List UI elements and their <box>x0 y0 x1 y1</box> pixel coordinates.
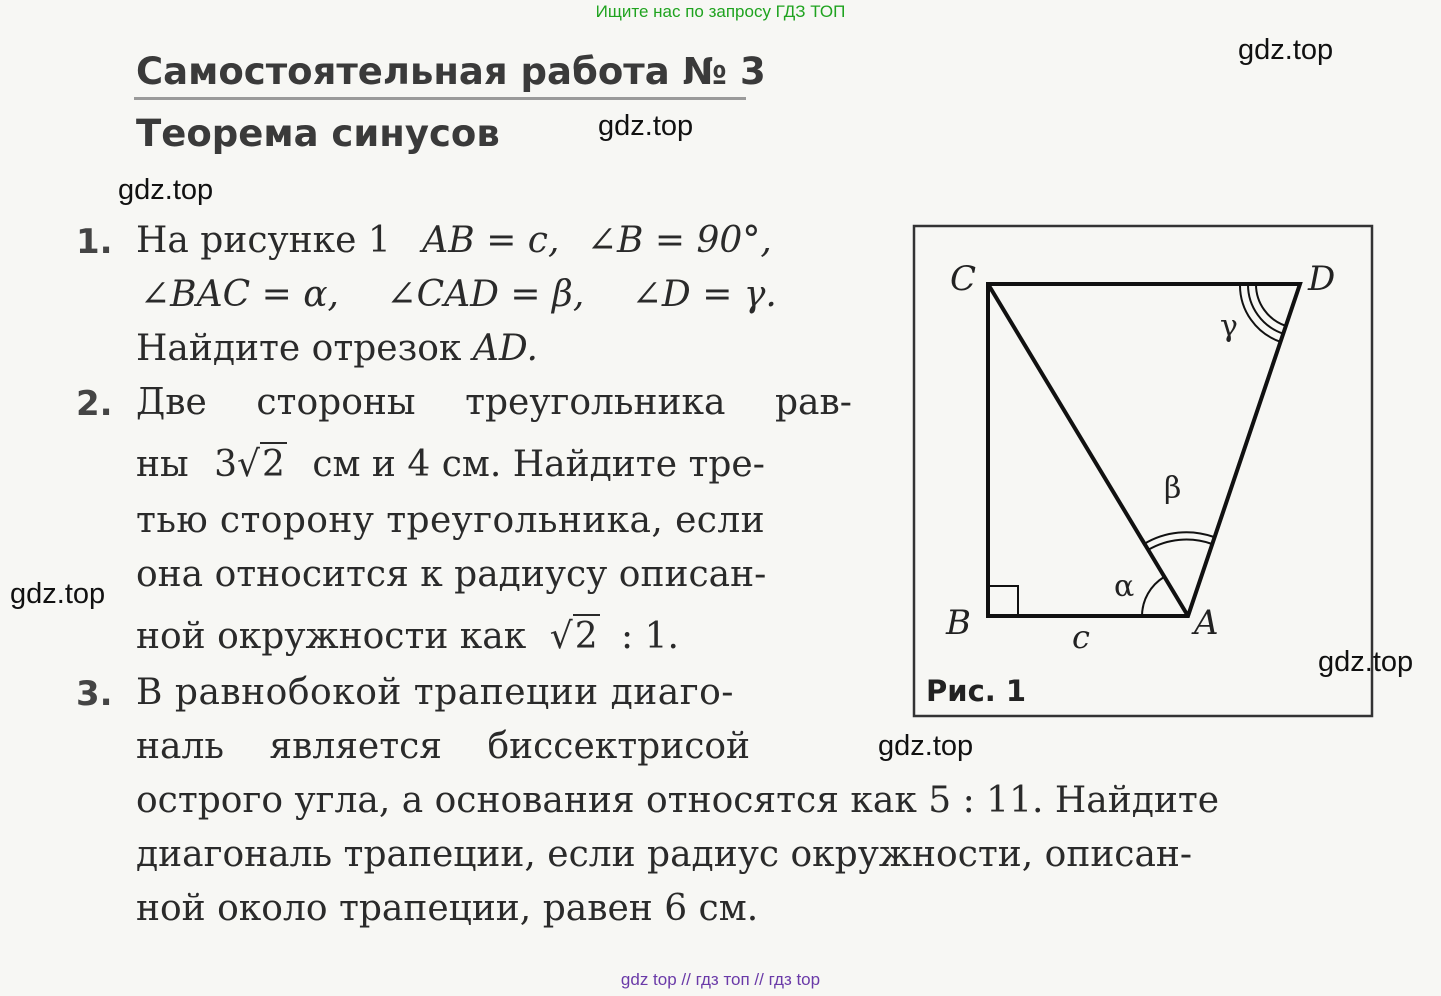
problem-2-line-5 <box>136 616 679 657</box>
sqrt-symbol: √2 <box>237 444 285 485</box>
problem-3-line-2 <box>136 726 750 767</box>
watermark: gdz.top <box>1318 646 1414 678</box>
text: : 1. <box>621 616 679 657</box>
page-subtitle: Теорема синусов <box>136 112 500 155</box>
label-a-vertex: A <box>1194 603 1219 643</box>
watermark: gdz.top <box>10 578 106 610</box>
word: треугольника <box>465 382 726 423</box>
math: AB = c, <box>422 220 560 261</box>
problem-2-line-1 <box>136 382 852 423</box>
problem-3-line-3 <box>136 780 1371 821</box>
figure-frame <box>914 226 1372 716</box>
label-side-c: c <box>1072 618 1090 656</box>
label-b-vertex: B <box>946 603 971 643</box>
text: Найдите отрезок <box>136 328 462 369</box>
math: AD. <box>472 328 538 369</box>
watermark: gdz.top <box>878 730 974 762</box>
word: стороны <box>256 382 416 423</box>
math: ∠B = 90°, <box>586 220 772 261</box>
angle-gamma-arc <box>1240 284 1281 342</box>
text: она относится к радиусу описан- <box>136 554 767 595</box>
label-d-vertex: D <box>1308 259 1336 299</box>
text: ны <box>136 444 189 485</box>
problem-number: 1. <box>76 222 113 262</box>
watermark: gdz.top <box>1238 34 1334 66</box>
word: Две <box>136 382 207 423</box>
footer-links: gdz top // гдз топ // гдз top <box>620 970 821 989</box>
problem-2-line-4 <box>136 554 766 595</box>
text: диагональ трапеции, если радиус окружности, описан- <box>136 834 1193 875</box>
math: ∠CAD = β, <box>386 274 585 315</box>
watermark: gdz.top <box>118 174 214 206</box>
text: острого угла, а основания относятся как 5 : 11. Найдите <box>136 780 1220 821</box>
label-gamma: γ <box>1220 309 1238 344</box>
text: тью сторону треугольника, если <box>136 500 766 541</box>
math: 2 <box>574 616 598 657</box>
text: см и 4 см. Найдите тре- <box>312 444 765 485</box>
math: ∠D = γ. <box>631 274 777 315</box>
problem-3-line-4 <box>136 834 1192 875</box>
diagonal-ca <box>988 284 1188 616</box>
page-title: Самостоятельная работа № 3 <box>136 50 766 93</box>
label-beta: β <box>1164 471 1182 506</box>
math: 2 <box>261 444 285 485</box>
text: На рисунке 1 <box>136 220 391 261</box>
right-angle-marker <box>988 586 1018 616</box>
angle-alpha-arc <box>1142 577 1164 616</box>
problem-2-line-3 <box>136 500 765 541</box>
trapezoid <box>988 284 1300 616</box>
label-c-vertex: C <box>950 259 977 299</box>
title-divider <box>134 97 746 100</box>
problem-1-line-1 <box>136 220 772 261</box>
figure-1 <box>910 222 1378 722</box>
text: В равнобокой трапеции диаго- <box>136 672 734 713</box>
problem-1-line-3 <box>136 328 538 369</box>
top-banner: Ищите нас по запросу ГДЗ ТОП <box>595 2 846 21</box>
problem-number: 3. <box>76 674 113 714</box>
math: 3 <box>214 444 238 485</box>
problem-3-line-1 <box>136 672 852 713</box>
sqrt-symbol: √2 <box>549 616 598 657</box>
figure-caption: Рис. 1 <box>926 674 1027 708</box>
math: ∠BAC = α, <box>140 274 339 315</box>
label-alpha: α <box>1114 569 1135 604</box>
problem-1-line-2 <box>140 274 777 315</box>
problem-3-line-5 <box>136 888 758 929</box>
angle-beta-arc <box>1148 540 1212 550</box>
problem-number: 2. <box>76 384 113 424</box>
problem-2-line-2 <box>136 444 765 485</box>
watermark: gdz.top <box>598 110 694 142</box>
text: наль является биссектрисой <box>136 726 751 767</box>
text: ной окружности как <box>136 616 527 657</box>
text: ной около трапеции, равен 6 см. <box>136 888 759 929</box>
angle-gamma-arc <box>1248 284 1284 334</box>
word: рав- <box>775 382 852 423</box>
